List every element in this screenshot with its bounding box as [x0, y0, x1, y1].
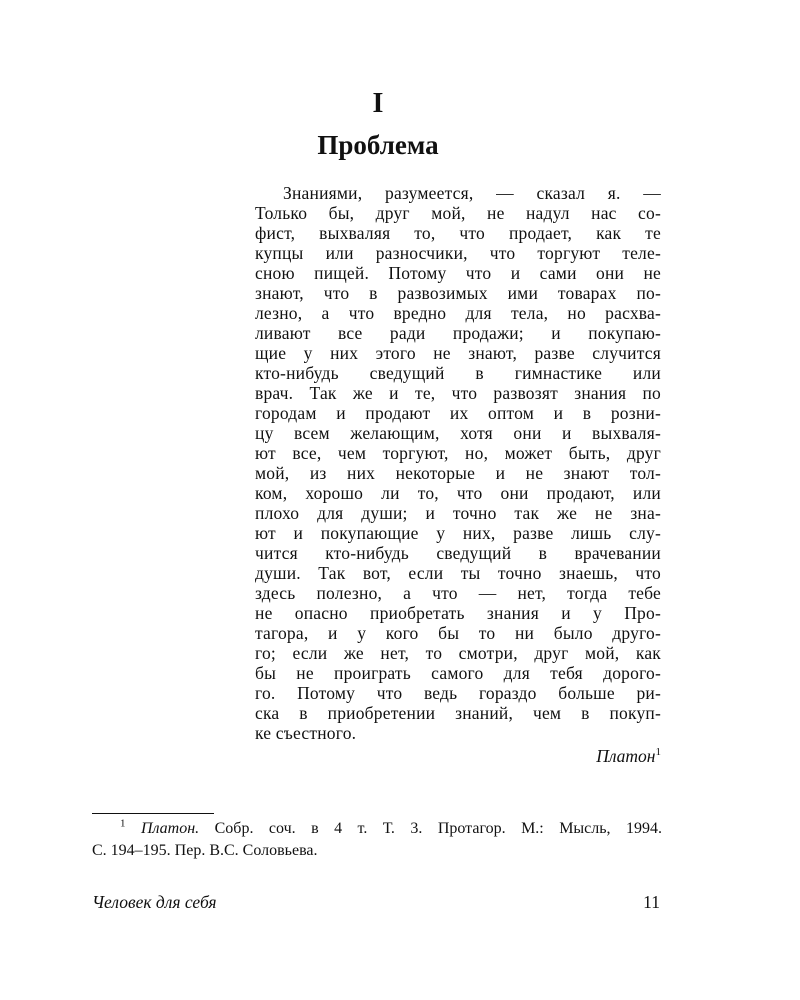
footnote-line-1: [92, 818, 662, 840]
epigraph-line: го. Потому что ведь гораздо больше ри-: [255, 683, 661, 703]
epigraph-line: городам и продают их оптом и в розни-: [255, 403, 661, 423]
book-title: Человек для себя: [92, 892, 217, 912]
epigraph-line: сною пищей. Потому что и сами они не: [255, 263, 661, 283]
epigraph-line: Знаниями, разумеется, — сказал я. —: [283, 183, 661, 203]
running-footer: [92, 890, 660, 914]
epigraph-line: души. Так вот, если ты точно знаешь, что: [255, 563, 661, 583]
epigraph-line: чится кто-нибудь сведущий в врачевании: [255, 543, 661, 563]
epigraph-line: ска в приобретении знаний, чем в покуп-: [255, 703, 661, 723]
epigraph-line: Только бы, друг мой, не надул нас со-: [255, 203, 661, 223]
epigraph-line: знают, что в развозимых ими товарах по-: [255, 283, 661, 303]
epigraph-line: врач. Так же и те, что развозят знания по: [255, 383, 661, 403]
attribution-author: Платон: [596, 746, 656, 766]
epigraph-attribution: [255, 745, 661, 767]
epigraph-line: цу всем желающим, хотя они и выхваля-: [255, 423, 661, 443]
epigraph-line: лезно, а что вредно для тела, но расхва-: [255, 303, 661, 323]
footnote-author: Платон.: [140, 820, 200, 837]
chapter-title: Проблема: [317, 130, 439, 160]
epigraph-line: ке съестного.: [255, 723, 357, 743]
epigraph-line: ют и покупающие у них, разве лишь слу-: [255, 523, 661, 543]
epigraph-line: го; если же нет, то смотри, друг мой, как: [255, 643, 661, 663]
epigraph-line: кто-нибудь сведущий в гимнастике или: [255, 363, 661, 383]
footnote-marker: 1: [120, 817, 126, 830]
chapter-number: I: [372, 88, 384, 119]
epigraph-line: ливают все ради продажи; и покупаю-: [255, 323, 661, 343]
epigraph-line: мой, из них некоторые и не знают тол-: [255, 463, 661, 483]
epigraph-line: плохо для души; и точно так же не зна-: [255, 503, 661, 523]
footnote-divider: [92, 813, 214, 814]
footnote-source: Собр. соч. в 4 т. Т. 3. Протагор. М.: Мысль, 1994.: [214, 820, 663, 837]
epigraph-line: не опасно приобретать знания и у Про-: [255, 603, 661, 623]
epigraph: [255, 183, 661, 767]
epigraph-line: ют все, чем торгуют, но, может быть, друг: [255, 443, 661, 463]
epigraph-line: ком, хорошо ли то, что они продают, или: [255, 483, 661, 503]
epigraph-line: тагора, и у кого бы то ни было друго-: [255, 623, 661, 643]
epigraph-line: купцы или разносчики, что торгуют теле-: [255, 243, 661, 263]
epigraph-line: здесь полезно, а что — нет, тогда тебе: [255, 583, 661, 603]
footnote-reference[interactable]: 1: [655, 746, 661, 759]
footnote: [92, 818, 662, 862]
page-number: 11: [643, 892, 660, 912]
epigraph-line: щие у них этого не знают, разве случится: [255, 343, 661, 363]
footnote-line-2: С. 194–195. Пер. В.С. Соловьева.: [92, 842, 318, 859]
epigraph-line: бы не проиграть самого для тебя дорого-: [255, 663, 661, 683]
epigraph-line: фист, выхваляя то, что продает, как те: [255, 223, 661, 243]
